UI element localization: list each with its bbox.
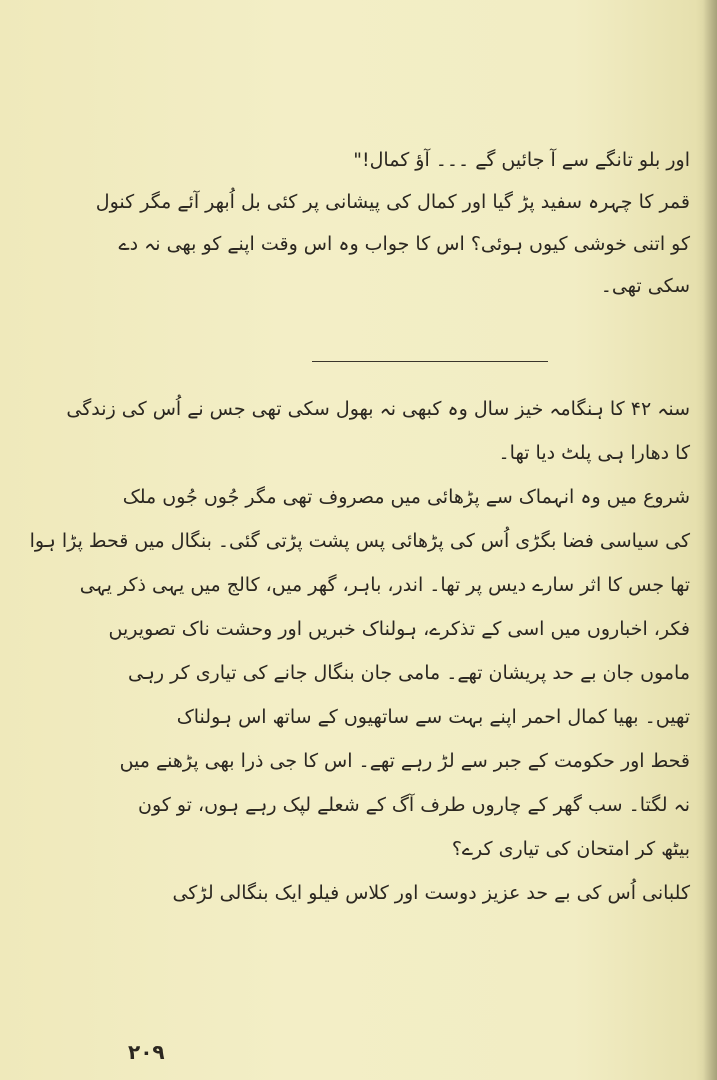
page-edge-shadow [703, 0, 717, 1080]
page-number: ۲۰۹ [128, 1040, 165, 1064]
text-line: سکی تھی۔ [600, 275, 690, 297]
section-divider [312, 361, 548, 362]
text-line: کو اتنی خوشی کیوں ہوئی؟ اس کا جواب وہ اس وقت اپنے کو بھی نہ دے [118, 233, 690, 255]
text-line: کلبانی اُس کی بے حد عزیز دوست اور کلاس فیلو ایک بنگالی لڑکی [172, 882, 690, 904]
text-line: کی سیاسی فضا بگڑی اُس کی پڑھائی پس پشت پڑتی گئی۔ بنگال میں قحط پڑا ہوا [29, 530, 690, 552]
text-line: شروع میں وہ انہماک سے پڑھائی میں مصروف تھی مگر جُوں جُوں ملک [122, 486, 690, 508]
text-line: بیٹھ کر امتحان کی تیاری کرے؟ [451, 838, 690, 860]
paragraph-block-2 [29, 392, 690, 910]
text-line: قمر کا چہرہ سفید پڑ گیا اور کمال کی پیشانی پر کئی بل اُبھر آئے مگر کنول [95, 191, 690, 213]
text-line: تھیں۔ بھیا کمال احمر اپنے بہت سے ساتھیوں کے ساتھ اس ہولناک [176, 706, 690, 728]
text-line: کا دھارا ہی پلٹ دیا تھا۔ [498, 442, 690, 464]
text-line: سنہ ۴۲ کا ہنگامہ خیز سال وہ کبھی نہ بھول سکی تھی جس نے اُس کی زندگی [66, 398, 690, 420]
text-line: تھا جس کا اثر سارے دیس پر تھا۔ اندر، باہر، گھر میں، کالج میں یہی ذکر یہی [79, 574, 690, 596]
text-line: فکر، اخباروں میں اسی کے تذکرے، ہولناک خبریں اور وحشت ناک تصویریں [108, 618, 690, 640]
text-line: نہ لگتا۔ سب گھر کے چاروں طرف آگ کے شعلے لپک رہے ہوں، تو کون [138, 794, 690, 816]
text-line: قحط اور حکومت کے جبر سے لڑ رہے تھے۔ اس کا جی ذرا بھی پڑھنے میں [119, 750, 690, 772]
paragraph-block-1 [95, 143, 690, 303]
text-line: ماموں جان بے حد پریشان تھے۔ مامی جان بنگال جانے کی تیاری کر رہی [127, 662, 690, 684]
text-line: اور بلو تانگے سے آ جائیں گے ۔۔۔ آؤ کمال!" [353, 149, 690, 171]
